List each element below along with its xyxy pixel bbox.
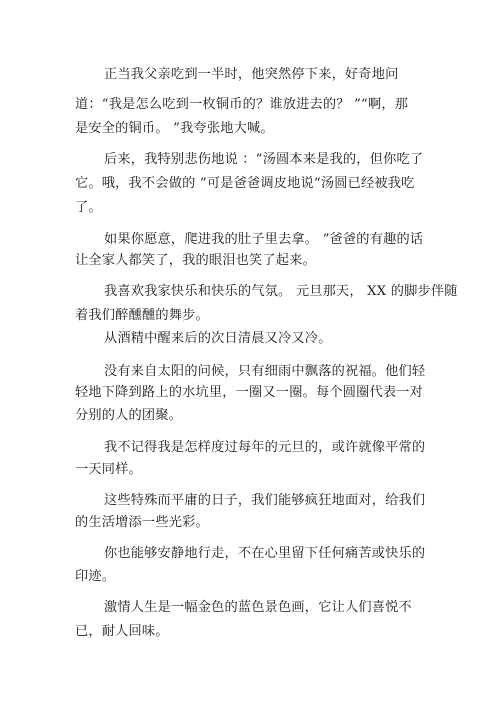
text-line: 是安全的铜币。 ”我夸张地大喊。 [75,121,274,136]
text-line: 正当我父亲吃到一半时，他突然停下来，好奇地问 [104,67,399,82]
text-line: 这些特殊而平庸的日子，我们能够疯狂地面对，给我们 [104,493,426,508]
text-line: 的生活增添一些光彩。 [75,515,209,530]
text-line: 没有来自太阳的问候，只有细雨中飘落的祝福。他们轻 [104,364,426,379]
text-line: 让全家人都笑了，我的眼泪也笑了起来。 [75,253,316,268]
text-line: 道：“我是怎么吃到一枚铜币的？谁放进去的？ ”“啊，那 [75,97,409,112]
text-line: 印迹。 [75,569,116,584]
text-line: 从酒精中醒来后的次日清晨又冷又冷。 [104,331,332,346]
text-line: 一天同样。 [75,462,142,477]
text-line: 轻地下降到路上的水坑里，一圈又一圈。每个圆圈代表一对 [75,385,424,400]
text-line: 你也能够安静地行走，不在心里留下任何痛苦或快乐的 [104,546,426,561]
text-line: 分别的人的团聚。 [75,408,183,423]
text-line: 我喜欢我家快乐和快乐的气氛。 元旦那天， XX 的脚步伴随 [104,284,458,299]
text-line: 我不记得我是怎样度过每年的元旦的，或许就像平常的 [104,440,426,455]
text-line: 着我们醉醺醺的舞步。 [75,308,209,323]
text-line: 后来，我特别悲伤地说 ：“汤圆本来是我的，但你吃了 [104,152,424,167]
text-line: 激情人生是一幅金色的蓝色景色画，它让人们喜悦不 [104,600,412,615]
text-line: 它。哦，我不会做的 ”可是爸爸调皮地说“汤圆已经被我吃 [75,176,415,191]
text-line: 已，耐人回味。 [75,624,169,639]
text-line: 了。 [75,200,102,215]
text-line: 如果你愿意，爬进我的肚子里去拿。 ”爸爸的有趣的话 [104,232,424,247]
